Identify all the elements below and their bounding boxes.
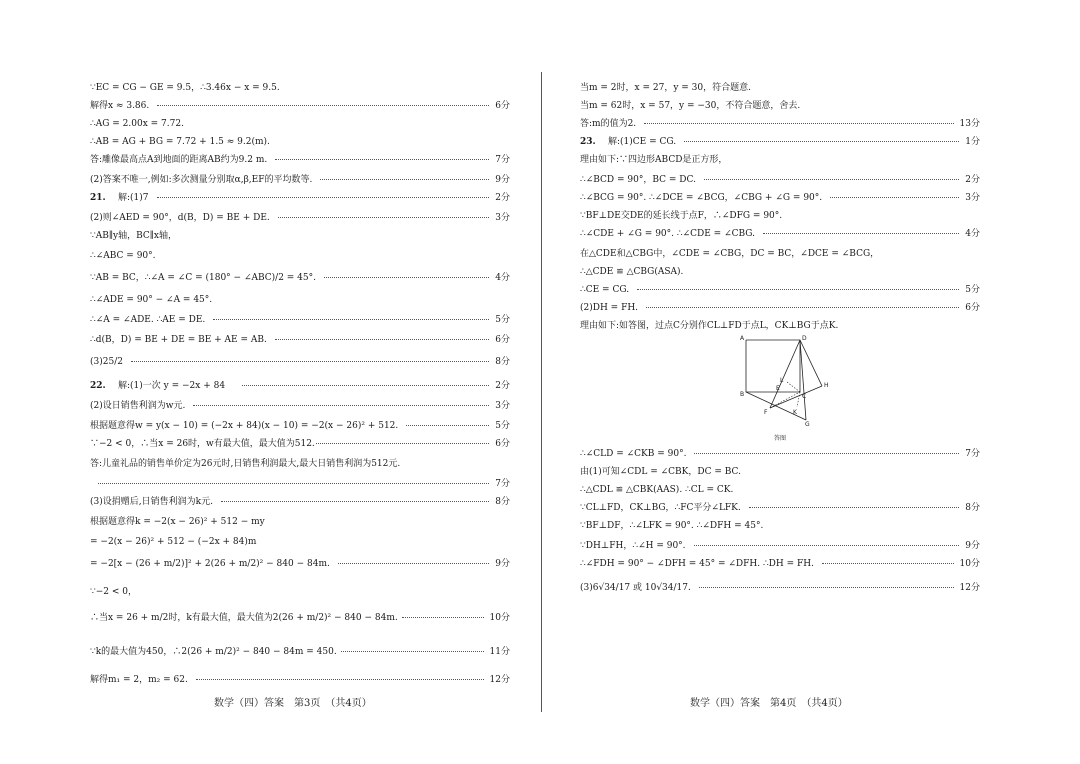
- solution-text: 根据题意得k = −2(x − 26)² + 512 − my: [90, 517, 265, 527]
- solution-line: [580, 538, 980, 554]
- leader-dots: [131, 361, 489, 362]
- solution-line: [580, 246, 980, 262]
- solution-text: 理由如下:如答图，过点C分别作CL⊥FD于点L，CK⊥BG于点K.: [580, 321, 839, 331]
- leader-dots: [406, 425, 489, 426]
- leader-dots: [275, 159, 489, 160]
- score-label: 11分: [489, 647, 510, 657]
- score-label: 3分: [965, 193, 980, 203]
- solution-line: [580, 80, 980, 96]
- solution-text: = −2(x − 26)² + 512 − (−2x + 84)m: [90, 537, 257, 547]
- solution-text: 当m = 62时，x = 57，y = −30，不符合题意，舍去.: [580, 101, 801, 111]
- solution-line: [90, 354, 510, 370]
- score-label: 8分: [965, 503, 980, 513]
- column-divider: [541, 72, 542, 712]
- solution-line: [90, 610, 510, 626]
- score-label: 3分: [495, 401, 510, 411]
- score-label: 7分: [495, 479, 510, 489]
- solution-line: [90, 190, 510, 206]
- score-label: 5分: [965, 285, 980, 295]
- label-e: E: [776, 385, 780, 392]
- solution-text: ∴d(B，D) = BE + DE = BE + AE = AB.: [90, 335, 267, 345]
- solution-line: [90, 644, 510, 660]
- solution-line: [580, 282, 980, 298]
- solution-line: [90, 312, 510, 328]
- score-label: 2分: [495, 381, 510, 391]
- solution-text: (2)答案不唯一,例如:多次测量分别取α,β,EF的平均数等.: [90, 175, 313, 185]
- line-ck: [797, 392, 800, 407]
- solution-line: [90, 436, 510, 452]
- score-label: 7分: [965, 449, 980, 459]
- problem-number: 23.: [580, 137, 596, 147]
- label-h: H: [824, 382, 829, 389]
- solution-text: ∴AB = AG + BG = 7.72 + 1.5 ≈ 9.2(m).: [90, 137, 270, 147]
- solution-text: 根据题意得w = y(x − 10) = (−2x + 84)(x − 10) = −2(x − 26)² + 512.: [90, 421, 399, 431]
- leader-dots: [278, 217, 490, 218]
- score-label: 9分: [495, 559, 510, 569]
- leader-dots: [749, 507, 960, 508]
- score-label: 12分: [489, 675, 510, 685]
- solution-line: [580, 556, 980, 572]
- score-label: 9分: [495, 175, 510, 185]
- solution-line: [90, 98, 510, 114]
- figure-caption: 答图: [774, 435, 787, 442]
- footer-right: 数学（四）答案 第4页 （共4页）: [690, 698, 848, 709]
- solution-text: 解得m₁ = 2，m₂ = 62.: [90, 675, 188, 685]
- leader-dots: [157, 105, 489, 106]
- leader-dots: [338, 563, 489, 564]
- solution-line: [580, 172, 980, 188]
- answer-figure: [740, 334, 870, 444]
- solution-text: ∴AG = 2.00x = 7.72.: [90, 119, 184, 129]
- leader-dots: [822, 563, 954, 564]
- leader-dots: [275, 339, 489, 340]
- solution-line: [90, 248, 510, 264]
- line-df: [770, 340, 800, 408]
- solution-line: [580, 318, 980, 334]
- square-abcd: [746, 340, 800, 392]
- score-label: 10分: [489, 613, 510, 623]
- leader-dots: [637, 289, 959, 290]
- solution-line: [90, 210, 510, 226]
- solution-line: [580, 300, 980, 316]
- score-label: 6分: [495, 101, 510, 111]
- solution-text: (2)则∠AED = 90°，d(B，D) = BE + DE.: [90, 213, 270, 223]
- leader-dots: [646, 307, 959, 308]
- solution-line: [580, 98, 980, 114]
- solution-line: [580, 134, 980, 150]
- score-label: 5分: [495, 315, 510, 325]
- leader-dots: [196, 679, 484, 680]
- solution-text: 解:(1)7: [118, 193, 149, 203]
- solution-text: ∴∠CLD = ∠CKB = 90°.: [580, 449, 687, 459]
- solution-line: [90, 418, 510, 434]
- solution-text: ∵AB = BC，∴∠A = ∠C = (180° − ∠ABC)/2 = 45°.: [90, 273, 316, 283]
- solution-line: [90, 172, 510, 188]
- solution-line: [90, 584, 510, 600]
- solution-line: [90, 456, 510, 472]
- score-label: 2分: [495, 193, 510, 203]
- solution-text: ∴∠BCG = 90°. ∴∠DCE = ∠BCG，∠CBG + ∠G = 90°.: [580, 193, 823, 203]
- solution-text: ∴∠BCD = 90°，BC = DC.: [580, 175, 696, 185]
- solution-text: ∴∠A = ∠ADE. ∴AE = DE.: [90, 315, 206, 325]
- solution-line: [580, 446, 980, 462]
- label-f: F: [764, 409, 768, 416]
- solution-line: [90, 672, 510, 688]
- score-label: 4分: [495, 273, 510, 283]
- solution-text: 解:(1)一次 y = −2x + 84: [118, 381, 226, 391]
- score-label: 9分: [965, 541, 980, 551]
- solution-text: ∵−2 < 0，∴当x = 26时，w有最大值，最大值为512.: [90, 439, 315, 449]
- solution-text: ∵DH⊥FH，∴∠H = 90°.: [580, 541, 686, 551]
- solution-text: 答:雕像最高点A到地面的距离AB约为9.2 m.: [90, 155, 268, 165]
- solution-text: = −2[x − (26 + m/2)]² + 2(26 + m/2)² − 840 − 84m.: [90, 559, 330, 569]
- solution-line: [90, 514, 510, 530]
- leader-dots: [193, 405, 489, 406]
- solution-text: 答:m的值为2.: [580, 119, 637, 129]
- solution-line: [580, 264, 980, 280]
- label-g: G: [805, 421, 810, 428]
- solution-text: ∵BF⊥DF，∴∠LFK = 90°. ∴∠DFH = 45°.: [580, 521, 764, 531]
- solution-text: (3)6√34/17 或 10√34/17.: [580, 583, 691, 593]
- leader-dots: [242, 385, 490, 386]
- problem-number: 21.: [90, 193, 106, 203]
- solution-text: 在△CDE和△CBG中，∠CDE = ∠CBG，DC = BC，∠DCE = ∠BCG，: [580, 249, 880, 259]
- score-label: 13分: [959, 119, 980, 129]
- footer-left: 数学（四）答案 第3页 （共4页）: [214, 698, 372, 709]
- score-label: 2分: [965, 175, 980, 185]
- leader-dots: [763, 233, 959, 234]
- solution-line: [90, 152, 510, 168]
- label-b: B: [740, 391, 745, 398]
- leader-dots: [694, 453, 959, 454]
- solution-text: 由(1)可知∠CDL = ∠CBK，DC = BC.: [580, 467, 741, 477]
- leader-dots: [221, 501, 489, 502]
- score-label: 3分: [495, 213, 510, 223]
- leader-dots: [157, 197, 490, 198]
- leader-dots: [644, 123, 953, 124]
- solution-text: ∵CL⊥FD，CK⊥BG，∴FC平分∠LFK.: [580, 503, 741, 513]
- solution-text: (3)25/2: [90, 357, 123, 367]
- solution-line: [580, 226, 980, 242]
- leader-dots: [341, 651, 483, 652]
- solution-text: 解得x ≈ 3.86.: [90, 101, 150, 111]
- solution-line: [580, 152, 980, 168]
- score-label: 8分: [495, 357, 510, 367]
- line-cl: [787, 382, 800, 392]
- leader-dots: [402, 617, 483, 618]
- solution-text: ∵−2 < 0，: [90, 587, 137, 597]
- solution-text: ∴△CDE ≌ △CBG(ASA).: [580, 267, 684, 277]
- score-label: 7分: [495, 155, 510, 165]
- score-label: 6分: [495, 439, 510, 449]
- solution-text: (2)设日销售利润为w元.: [90, 401, 186, 411]
- solution-text: 答:儿童礼品的销售单价定为26元时,日销售利润最大,最大日销售利润为512元.: [90, 459, 401, 469]
- solution-line: [90, 534, 510, 550]
- leader-dots: [699, 587, 954, 588]
- label-d: D: [802, 335, 807, 342]
- solution-line: [90, 332, 510, 348]
- solution-text: ∵k的最大值为450，∴2(26 + m/2)² − 840 − 84m = 450.: [90, 647, 337, 657]
- solution-line: [580, 464, 980, 480]
- solution-text: ∴∠CDE + ∠G = 90°. ∴∠CDE = ∠CBG.: [580, 229, 756, 239]
- leader-dots: [213, 319, 489, 320]
- solution-line: [90, 494, 510, 510]
- solution-text: ∴∠ABC = 90°.: [90, 251, 156, 261]
- score-label: 10分: [959, 559, 980, 569]
- solution-line: [90, 476, 510, 492]
- leader-dots: [324, 277, 489, 278]
- solution-text: ∴当x = 26 + m/2时，k有最大值，最大值为2(26 + m/2)² − 840 − 84m.: [90, 613, 398, 623]
- solution-text: ∵AB∥y轴，BC∥x轴，: [90, 231, 177, 241]
- solution-line: [90, 270, 510, 286]
- score-label: 4分: [965, 229, 980, 239]
- solution-line: [90, 80, 510, 96]
- solution-line: [580, 518, 980, 534]
- score-label: 1分: [965, 137, 980, 147]
- leader-dots: [320, 179, 489, 180]
- solution-text: 解:(1)CE = CG.: [608, 137, 677, 147]
- solution-text: ∴∠ADE = 90° − ∠A = 45°.: [90, 295, 213, 305]
- solution-text: ∴∠FDH = 90° − ∠DFH = 45° = ∠DFH. ∴DH = FH.: [580, 559, 814, 569]
- score-label: 12分: [959, 583, 980, 593]
- solution-text: ∵BF⊥DE交DE的延长线于点F，∴∠DFG = 90°.: [580, 211, 783, 221]
- leader-dots: [98, 483, 489, 484]
- leader-dots: [830, 197, 959, 198]
- solution-line: [580, 208, 980, 224]
- solution-line: [580, 580, 980, 596]
- solution-line: [90, 292, 510, 308]
- solution-text: ∵EC = CG − GE = 9.5，∴3.46x − x = 9.5.: [90, 83, 280, 93]
- solution-line: [580, 482, 980, 498]
- solution-line: [90, 378, 510, 394]
- solution-text: (3)设捐赠后,日销售利润为k元.: [90, 497, 213, 507]
- score-label: 5分: [495, 421, 510, 431]
- score-label: 8分: [495, 497, 510, 507]
- solution-line: [580, 116, 980, 132]
- problem-number: 22.: [90, 381, 106, 391]
- leader-dots: [684, 141, 959, 142]
- label-a: A: [740, 335, 745, 342]
- leader-dots: [694, 545, 960, 546]
- leader-dots: [316, 443, 489, 444]
- label-c: C: [802, 393, 807, 400]
- line-dg: [800, 340, 806, 420]
- solution-text: 当m = 2时，x = 27，y = 30，符合题意.: [580, 83, 751, 93]
- solution-line: [90, 228, 510, 244]
- label-l: L: [780, 377, 784, 384]
- score-label: 6分: [965, 303, 980, 313]
- solution-text: 理由如下:∵四边形ABCD是正方形，: [580, 155, 728, 165]
- score-label: 6分: [495, 335, 510, 345]
- solution-text: (2)DH = FH.: [580, 303, 639, 313]
- solution-line: [90, 398, 510, 414]
- solution-line: [90, 116, 510, 132]
- solution-text: ∴△CDL ≌ △CBK(AAS). ∴CL = CK.: [580, 485, 734, 495]
- label-k: K: [793, 409, 797, 416]
- solution-text: ∴CE = CG.: [580, 285, 630, 295]
- solution-line: [580, 190, 980, 206]
- solution-line: [90, 556, 510, 572]
- leader-dots: [704, 179, 959, 180]
- solution-line: [580, 500, 980, 516]
- solution-line: [90, 134, 510, 150]
